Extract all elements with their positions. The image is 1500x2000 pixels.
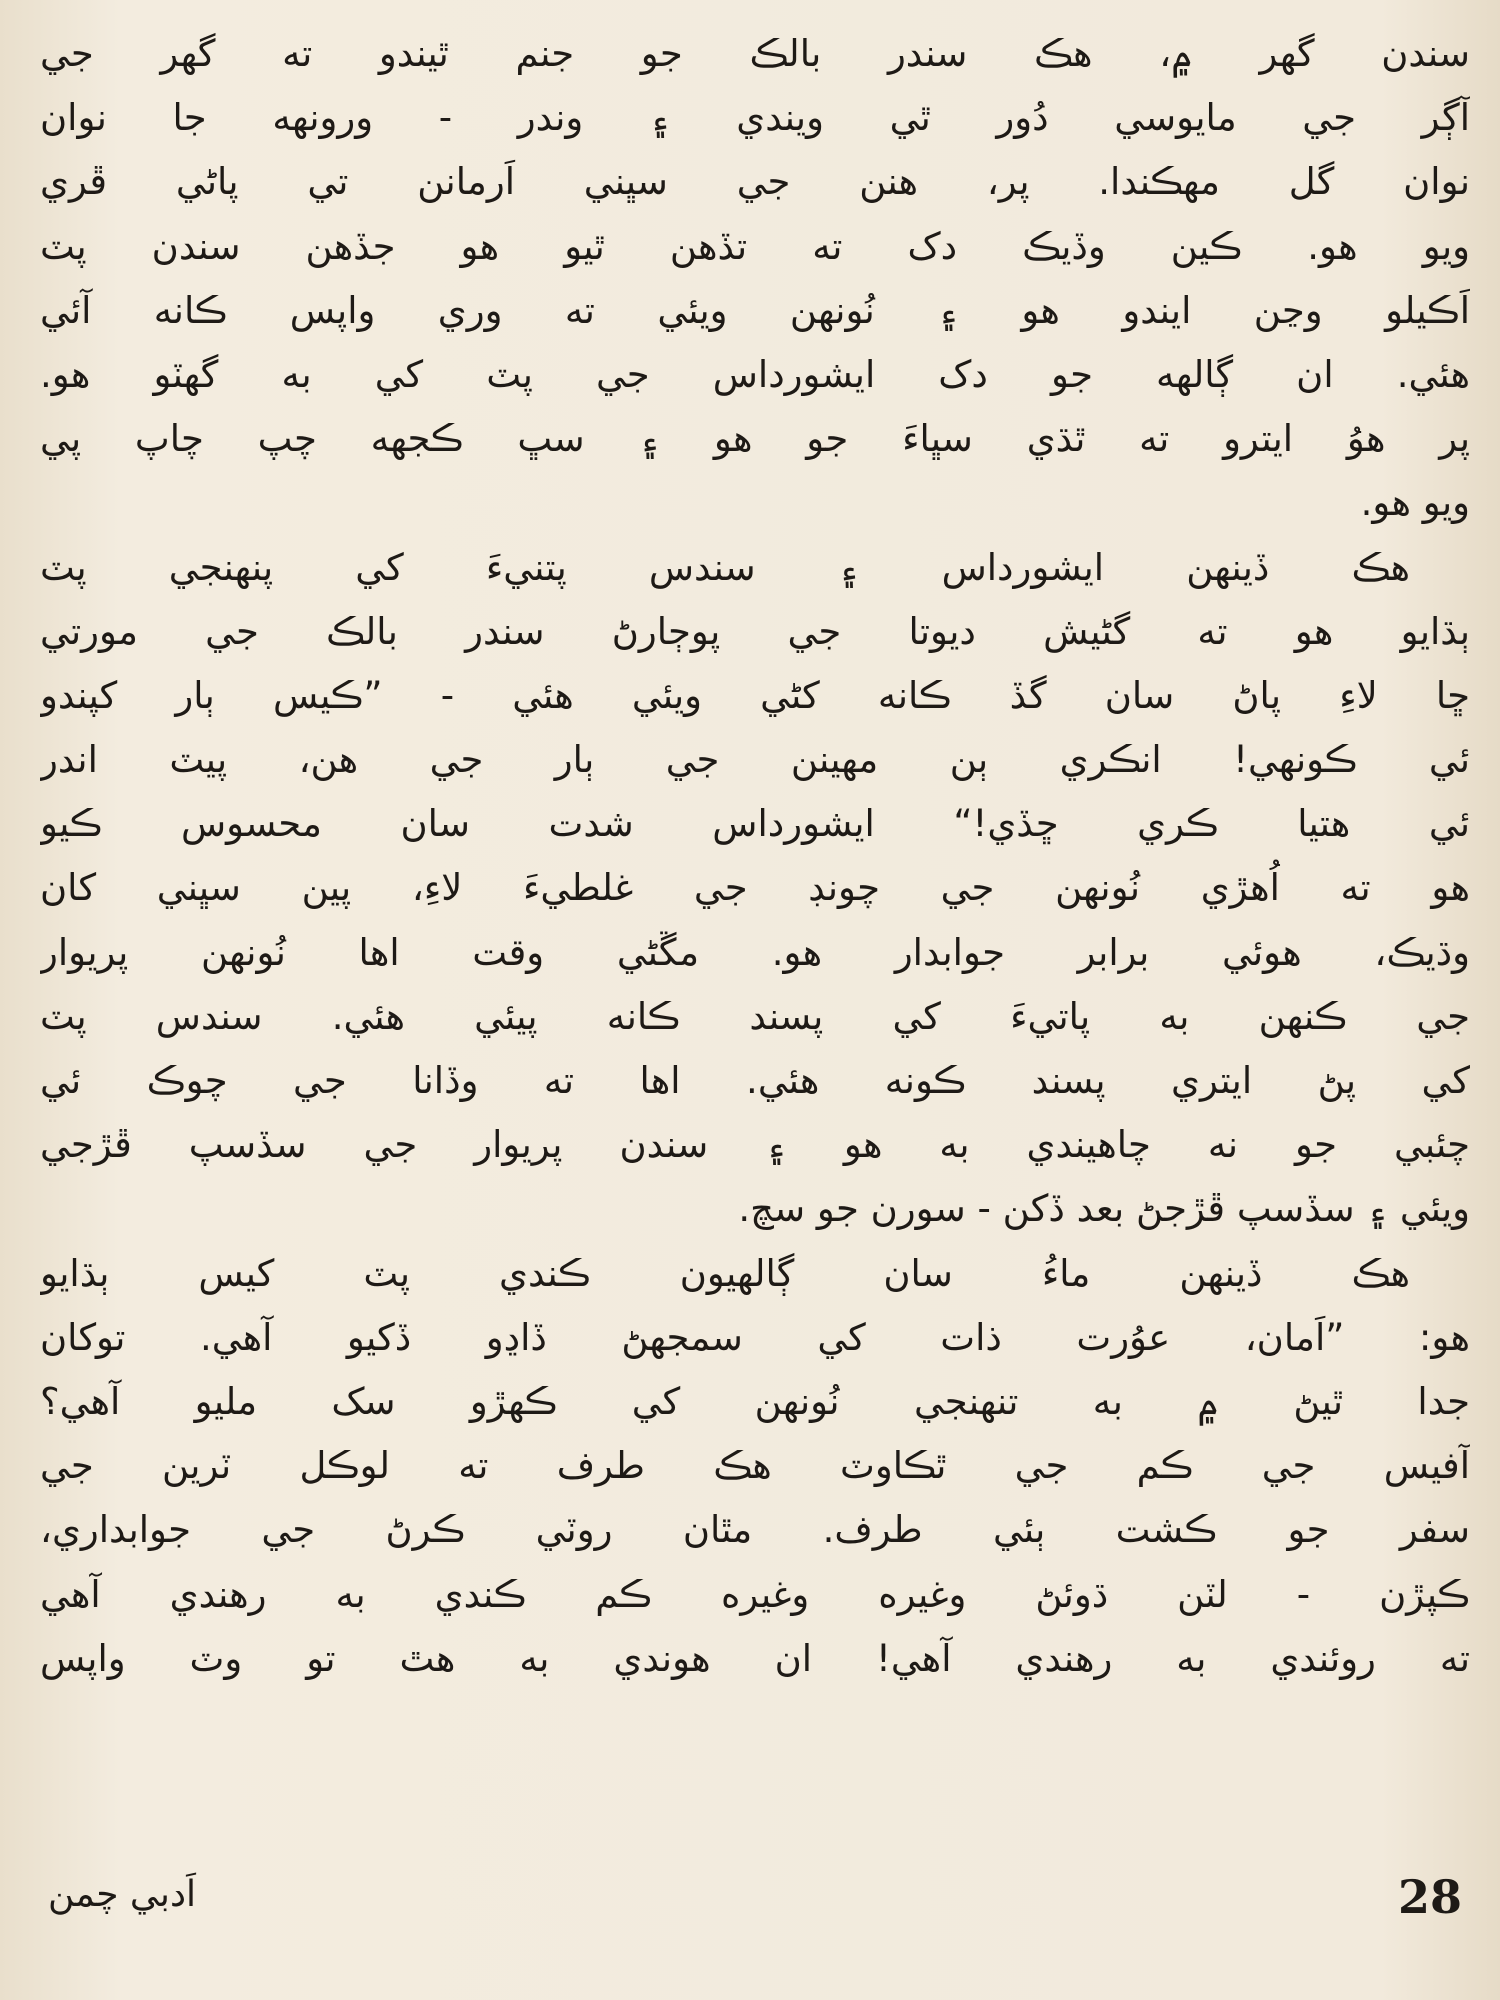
text-line: ويئي ۽ سڏسپ ڦڙجڻ بعد ڏکن - سورن جو سچ. <box>738 1187 1470 1231</box>
page-number: 28 <box>1397 1870 1462 1924</box>
text-line: هو: ”اَمان، عوُرت ذات کي سمجهڻ ڏاڍو ڏکيو آهي. توکان <box>40 1315 1470 1359</box>
text-line: ڇا لاءِ پاڻ سان گڏ ڪانه کڻي ويئي هئي - ”ڪيس ٻار کپندو <box>40 673 1470 717</box>
text-line: چئبي جو نه چاهيندي به هو ۽ سندن پريوار جي سڏسپ ڦڙجي <box>40 1123 1470 1167</box>
page-footer <box>40 1870 1470 1940</box>
paragraph-3 <box>40 1242 1470 1691</box>
text-line: ئي هتيا ڪري ڇڏي!“ ايشورداس شدت سان محسوس ڪيو <box>40 802 1470 846</box>
text-line: جدا ٿيڻ ۾ به تنهنجي نُونهن کي ڪهڙو سک مليو آهي؟ <box>40 1379 1470 1423</box>
journal-name: اَدبي چمن <box>48 1874 196 1915</box>
text-line: ڪپڙن - لٽن ڌوئڻ وغيره وغيره ڪم ڪندي به رهندي آهي <box>40 1572 1470 1616</box>
text-line: اَڪيلو وڃن ايندو هو ۽ نُونهن ويئي ته وري واپس ڪانه آئي <box>40 288 1470 332</box>
text-line: ويو هو. <box>1360 481 1470 525</box>
text-line: پر هوُ ايترو ته ٿڌي سڀاءَ جو هو ۽ سڀ ڪجهه چپ چاپ پي <box>40 417 1470 461</box>
body-text <box>40 22 1470 1691</box>
text-line: نوان گل مهڪندا. پر، هنن جي سڀني اَرمانن تي پاڻي ڦري <box>40 160 1470 204</box>
text-line: ٻڌايو هو ته گڻيش ديوتا جي پوڄارڻ سندر بالڪ جي مورتي <box>40 609 1470 653</box>
text-line: ويو هو. ڪين وڏيڪ دک ته تڏهن ٿيو هو جڏهن سندن پٽ <box>40 224 1470 268</box>
text-line: آڳر جي مايوسي دُور ٿي ويندي ۽ وندر - ورونهه جا نوان <box>40 96 1470 140</box>
paragraph-1 <box>40 22 1470 536</box>
paragraph-2 <box>40 536 1470 1242</box>
text-line: ته روئندي به رهندي آهي! ان هوندي به هٿ تو وٽ واپس <box>40 1636 1470 1680</box>
text-line: هئي. ان ڳالهه جو دک ايشورداس جي پٽ کي به گهٽو هو. <box>40 352 1470 396</box>
text-line: هڪ ڏينهن ماءُ سان ڳالهيون ڪندي پٽ کيس ٻڌايو <box>40 1251 1410 1295</box>
text-line: سفر جو ڪشت ٻئي طرف. مٿان روٽي ڪرڻ جي جوابداري، <box>40 1508 1470 1552</box>
text-line: هڪ ڏينهن ايشورداس ۽ سندس پتنيءَ کي پنهنجي پٽ <box>40 545 1410 589</box>
text-line: ئي ڪونهي! انڪري ٻن مهينن جي ٻار جي هن، پيٽ اندر <box>40 738 1470 782</box>
text-line: جي ڪنهن به پاتيءَ کي پسند ڪانه پيئي هئي. سندس پٽ <box>40 994 1470 1038</box>
text-line: کي پڻ ايتري پسند ڪونه هئي. اها ته وڏانا جي چوڪ ئي <box>40 1059 1470 1102</box>
text-line: سندن گهر ۾، هڪ سندر بالڪ جو جنم ٿيندو ته گهر جي <box>40 32 1470 75</box>
text-line: هو ته اُهڙي نُونهن جي چونڊ جي غلطيءَ لاءِ، پين سڀني کان <box>40 866 1470 910</box>
text-line: آفيس جي ڪم جي ٿڪاوٽ هڪ طرف ته لوڪل ٽرين جي <box>40 1444 1470 1488</box>
text-line: وڌيڪ، هوئي برابر جوابدار هو. مڱڻي وقت اها نُونهن پريوار <box>40 930 1470 974</box>
